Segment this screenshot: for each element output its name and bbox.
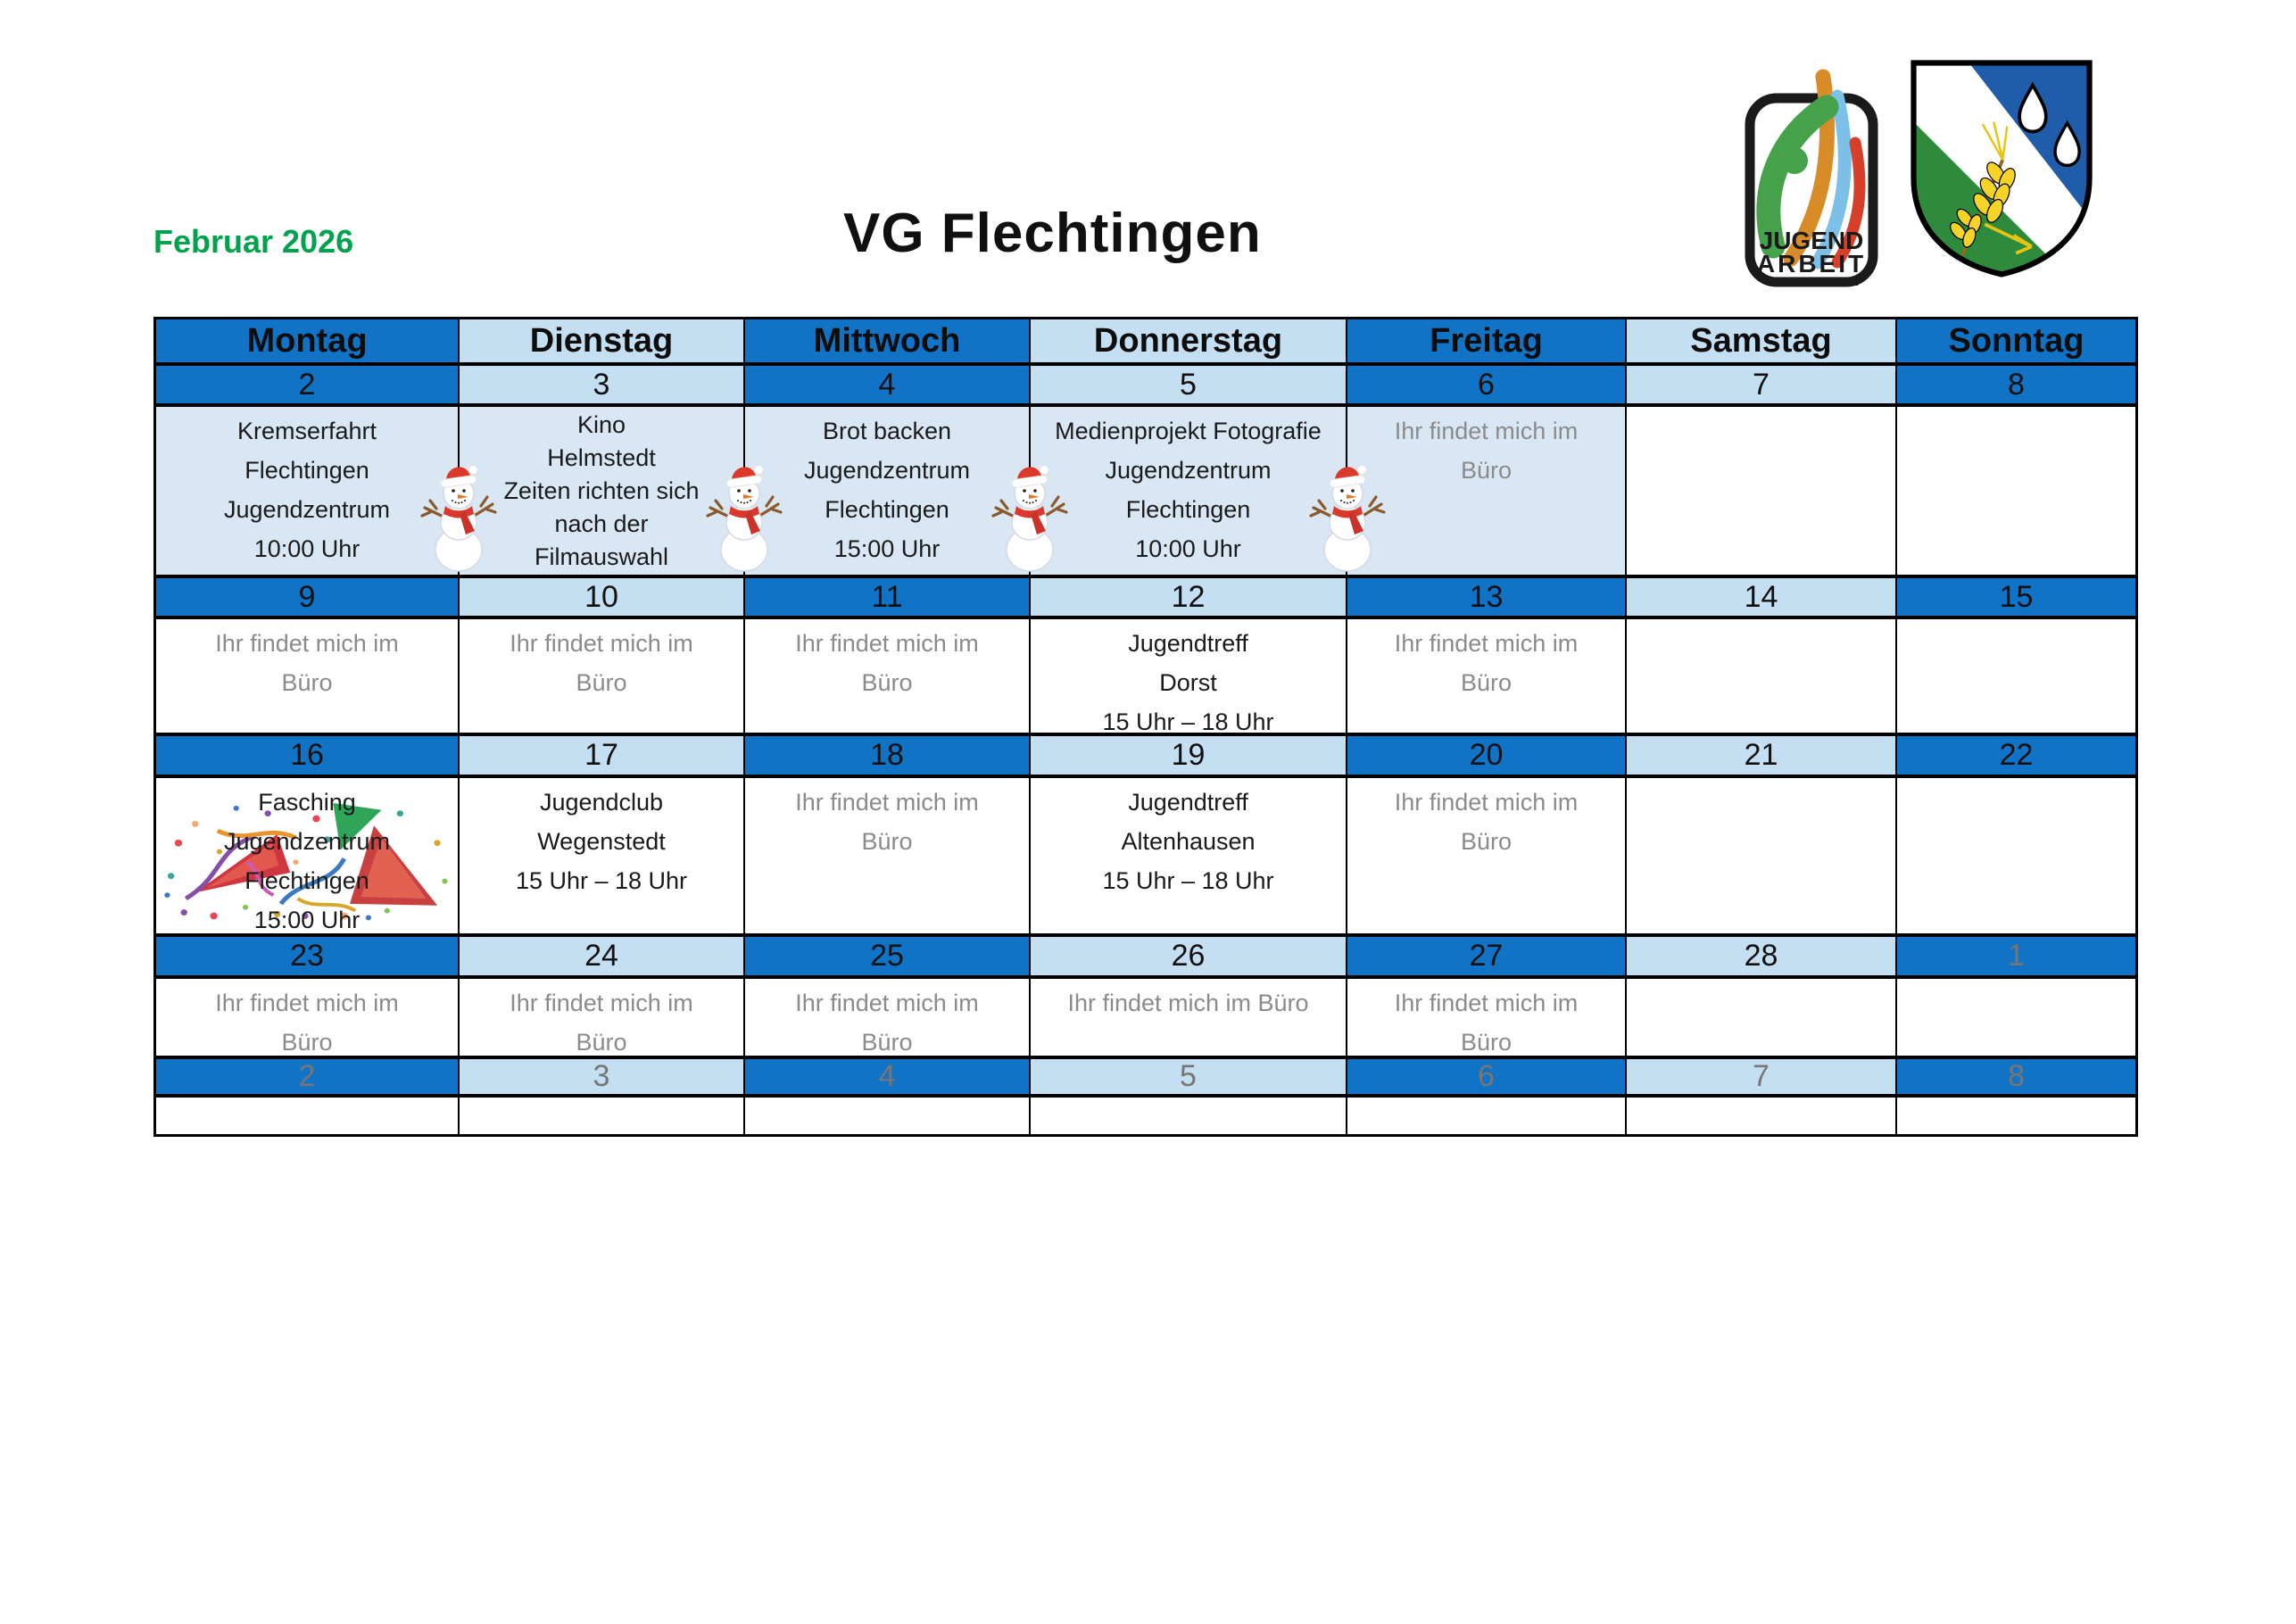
date-cell bbox=[156, 937, 458, 975]
text-line: Jugendzentrum bbox=[1105, 457, 1272, 484]
date-number: 18 bbox=[870, 738, 904, 772]
text-line: Medienprojekt Fotografie bbox=[1055, 418, 1322, 444]
date-number: 5 bbox=[1180, 367, 1197, 402]
event-cell bbox=[745, 778, 1029, 933]
date-number: 27 bbox=[1469, 939, 1504, 973]
empty-cell bbox=[745, 1098, 1029, 1134]
office-note bbox=[1031, 979, 1346, 1023]
event-text bbox=[460, 407, 743, 574]
date-number: 16 bbox=[290, 738, 324, 772]
event-cell bbox=[460, 619, 743, 733]
text-line: 10:00 Uhr bbox=[253, 535, 361, 562]
date-cell bbox=[1897, 937, 2135, 975]
date-number: 3 bbox=[593, 367, 610, 402]
empty-cell bbox=[1347, 1098, 1625, 1134]
text-line: 15 Uhr – 18 Uhr bbox=[1102, 708, 1274, 733]
date-cell bbox=[460, 1059, 743, 1094]
text-line: Ihr findet mich im Büro bbox=[1067, 990, 1309, 1016]
office-note bbox=[460, 979, 743, 1056]
event-cell bbox=[1347, 979, 1625, 1056]
empty-cell bbox=[1031, 1098, 1346, 1134]
date-cell bbox=[745, 1059, 1029, 1094]
text-line: Büro bbox=[861, 669, 913, 696]
office-note bbox=[1347, 778, 1625, 861]
date-number: 8 bbox=[2008, 367, 2025, 402]
date-cell bbox=[1627, 366, 1895, 403]
office-note bbox=[460, 619, 743, 702]
text-line: Büro bbox=[1460, 669, 1513, 696]
date-number: 4 bbox=[878, 1059, 896, 1093]
day-header-mittwoch bbox=[745, 319, 1029, 362]
date-number: 7 bbox=[1753, 367, 1770, 402]
text-line: 15 Uhr – 18 Uhr bbox=[515, 867, 688, 894]
event-cell bbox=[156, 778, 458, 933]
text-line: Ihr findet mich im bbox=[795, 990, 979, 1016]
date-cell bbox=[460, 937, 743, 975]
month-label: Februar 2026 bbox=[153, 223, 354, 260]
date-number: 5 bbox=[1180, 1059, 1197, 1093]
office-note bbox=[1347, 979, 1625, 1056]
text-line: Zeiten richten sich bbox=[503, 477, 700, 504]
date-cell bbox=[1627, 1059, 1895, 1094]
date-number: 2 bbox=[298, 367, 316, 402]
text-line: Filmauswahl bbox=[534, 543, 669, 570]
date-cell bbox=[1031, 366, 1346, 403]
date-number: 26 bbox=[1171, 939, 1206, 973]
date-number: 19 bbox=[1171, 738, 1206, 772]
date-cell bbox=[460, 366, 743, 403]
date-cell bbox=[156, 1059, 458, 1094]
empty-cell bbox=[1897, 1098, 2135, 1134]
date-number: 13 bbox=[1469, 579, 1504, 614]
date-number: 28 bbox=[1744, 939, 1778, 973]
event-text bbox=[1031, 619, 1346, 733]
date-cell bbox=[1897, 578, 2135, 616]
date-cell bbox=[460, 736, 743, 775]
logo-area bbox=[1745, 57, 2096, 287]
empty-cell bbox=[1627, 1098, 1895, 1134]
event-cell bbox=[745, 619, 1029, 733]
text-line: Altenhausen bbox=[1121, 828, 1256, 855]
text-line: 15:00 Uhr bbox=[253, 907, 361, 933]
event-text bbox=[1031, 407, 1346, 568]
date-cell bbox=[460, 578, 743, 616]
date-number: 6 bbox=[1478, 367, 1495, 402]
text-line: Jugendtreff bbox=[1128, 630, 1248, 657]
day-header-montag bbox=[156, 319, 458, 362]
day-header-label: Dienstag bbox=[529, 321, 674, 360]
date-number: 12 bbox=[1171, 579, 1206, 614]
figure-head bbox=[1781, 147, 1808, 174]
date-cell bbox=[1031, 937, 1346, 975]
empty-cell bbox=[1897, 778, 2135, 933]
event-cell bbox=[460, 407, 743, 575]
day-header-label: Mittwoch bbox=[813, 321, 961, 360]
date-number: 21 bbox=[1744, 738, 1778, 772]
date-cell bbox=[1031, 578, 1346, 616]
date-cell bbox=[1627, 578, 1895, 616]
date-cell bbox=[1031, 1059, 1346, 1094]
event-cell bbox=[156, 619, 458, 733]
date-cell bbox=[1897, 736, 2135, 775]
event-text bbox=[745, 407, 1029, 568]
text-line: Ihr findet mich im bbox=[1394, 418, 1579, 444]
event-cell bbox=[460, 778, 743, 933]
page-title: VG Flechtingen bbox=[843, 203, 1262, 264]
date-cell bbox=[156, 366, 458, 403]
date-number: 6 bbox=[1478, 1059, 1495, 1093]
text-line: Ihr findet mich im bbox=[215, 630, 399, 657]
date-number: 17 bbox=[584, 738, 618, 772]
text-line: Büro bbox=[576, 669, 627, 696]
day-header-freitag bbox=[1347, 319, 1625, 362]
empty-cell bbox=[460, 1098, 743, 1134]
empty-cell bbox=[1627, 979, 1895, 1056]
text-line: Jugendtreff bbox=[1128, 789, 1248, 816]
office-note bbox=[745, 778, 1029, 861]
empty-cell bbox=[1897, 619, 2135, 733]
jugendarbeit-logo bbox=[1745, 57, 1878, 287]
logo-text-arbeit: ARBEIT bbox=[1756, 250, 1867, 278]
text-line: Büro bbox=[1460, 1029, 1513, 1056]
empty-cell bbox=[1897, 407, 2135, 575]
flechtingen-coat-of-arms bbox=[1907, 57, 2096, 280]
text-line: Jugendclub bbox=[539, 789, 664, 816]
date-number: 23 bbox=[290, 939, 324, 973]
date-number: 9 bbox=[298, 579, 316, 614]
text-line: Jugendzentrum bbox=[223, 828, 391, 855]
calendar-table bbox=[153, 317, 2138, 1137]
date-number: 20 bbox=[1469, 738, 1504, 772]
text-line: Helmstedt bbox=[547, 444, 656, 471]
date-cell bbox=[1627, 937, 1895, 975]
text-line: 15:00 Uhr bbox=[833, 535, 941, 562]
date-cell bbox=[156, 736, 458, 775]
date-number: 2 bbox=[298, 1059, 316, 1093]
day-header-samstag bbox=[1627, 319, 1895, 362]
text-line: Ihr findet mich im bbox=[510, 990, 693, 1016]
date-number: 1 bbox=[2008, 939, 2025, 973]
date-cell bbox=[1347, 736, 1625, 775]
date-number: 4 bbox=[878, 367, 896, 402]
date-number: 11 bbox=[871, 579, 903, 614]
date-cell bbox=[1347, 937, 1625, 975]
date-number: 7 bbox=[1753, 1059, 1770, 1093]
office-note bbox=[156, 619, 458, 702]
text-line: Kremserfahrt bbox=[236, 418, 377, 444]
date-number: 15 bbox=[1999, 579, 2034, 614]
text-line: Ihr findet mich im bbox=[1394, 630, 1579, 657]
text-line: Kino bbox=[576, 411, 626, 438]
text-line: Büro bbox=[281, 669, 333, 696]
date-cell bbox=[1897, 366, 2135, 403]
day-header-label: Samstag bbox=[1690, 321, 1832, 360]
day-header-label: Donnerstag bbox=[1093, 321, 1283, 360]
text-line: 15 Uhr – 18 Uhr bbox=[1102, 867, 1274, 894]
text-line: Ihr findet mich im bbox=[1394, 990, 1579, 1016]
text-line: Flechtingen bbox=[1125, 496, 1251, 523]
empty-cell bbox=[1897, 979, 2135, 1056]
text-line: Flechtingen bbox=[245, 457, 369, 484]
text-line: Fasching bbox=[258, 789, 356, 816]
date-cell bbox=[745, 578, 1029, 616]
text-line: Ihr findet mich im bbox=[1394, 789, 1579, 816]
event-cell bbox=[1347, 619, 1625, 733]
event-cell bbox=[745, 407, 1029, 575]
date-cell bbox=[1627, 736, 1895, 775]
event-cell bbox=[1347, 407, 1625, 575]
event-text bbox=[156, 778, 458, 933]
text-line: Büro bbox=[1460, 457, 1513, 484]
date-number: 24 bbox=[584, 939, 618, 973]
date-number: 3 bbox=[593, 1059, 610, 1093]
text-line: Wegenstedt bbox=[537, 828, 666, 855]
date-cell bbox=[745, 736, 1029, 775]
text-line: Jugendzentrum bbox=[803, 457, 971, 484]
empty-cell bbox=[1627, 778, 1895, 933]
text-line: Büro bbox=[1460, 828, 1513, 855]
date-cell bbox=[156, 578, 458, 616]
event-text bbox=[460, 778, 743, 900]
text-line: Büro bbox=[281, 1029, 333, 1056]
date-cell bbox=[745, 366, 1029, 403]
date-cell bbox=[1347, 578, 1625, 616]
day-header-dienstag bbox=[460, 319, 743, 362]
text-line: Ihr findet mich im bbox=[215, 990, 399, 1016]
day-header-label: Montag bbox=[246, 321, 368, 360]
text-line: Büro bbox=[861, 828, 913, 855]
text-line: Flechtingen bbox=[245, 867, 369, 894]
text-line: Büro bbox=[576, 1029, 627, 1056]
office-note bbox=[1347, 619, 1625, 702]
date-number: 22 bbox=[1999, 738, 2034, 772]
text-line: nach der bbox=[554, 510, 649, 537]
event-cell bbox=[460, 979, 743, 1056]
logo-text-vg: VG FLECHTINGEN bbox=[1763, 276, 1860, 287]
date-cell bbox=[745, 937, 1029, 975]
event-cell bbox=[1031, 979, 1346, 1056]
logo-text-jugend: JUGEND bbox=[1759, 227, 1864, 254]
text-line: 10:00 Uhr bbox=[1135, 535, 1241, 562]
day-header-label: Freitag bbox=[1430, 321, 1543, 360]
date-number: 14 bbox=[1744, 579, 1778, 614]
event-cell bbox=[156, 979, 458, 1056]
office-note bbox=[745, 619, 1029, 702]
text-line: Flechtingen bbox=[825, 496, 949, 523]
calendar-wrap bbox=[153, 317, 2138, 1137]
text-line: Dorst bbox=[1159, 669, 1217, 696]
event-cell bbox=[745, 979, 1029, 1056]
text-line: Ihr findet mich im bbox=[795, 630, 979, 657]
date-number: 8 bbox=[2008, 1059, 2025, 1093]
event-cell bbox=[1031, 778, 1346, 933]
text-line: Jugendzentrum bbox=[223, 496, 391, 523]
text-line: Ihr findet mich im bbox=[510, 630, 693, 657]
event-text bbox=[156, 407, 458, 568]
date-number: 25 bbox=[870, 939, 904, 973]
date-cell bbox=[1897, 1059, 2135, 1094]
empty-cell bbox=[1627, 619, 1895, 733]
date-cell bbox=[1347, 1059, 1625, 1094]
day-header-sonntag bbox=[1897, 319, 2135, 362]
empty-cell bbox=[156, 1098, 458, 1134]
text-line: Büro bbox=[861, 1029, 913, 1056]
day-header-label: Sonntag bbox=[1948, 321, 2085, 360]
date-cell bbox=[1031, 736, 1346, 775]
office-note bbox=[745, 979, 1029, 1056]
date-number: 10 bbox=[584, 579, 618, 614]
event-cell bbox=[156, 407, 458, 575]
event-cell bbox=[1347, 778, 1625, 933]
event-text bbox=[1031, 778, 1346, 900]
day-header-donnerstag bbox=[1031, 319, 1346, 362]
office-note bbox=[156, 979, 458, 1056]
empty-cell bbox=[1627, 407, 1895, 575]
office-note bbox=[1347, 407, 1625, 490]
event-cell bbox=[1031, 407, 1346, 575]
date-cell bbox=[1347, 366, 1625, 403]
event-cell bbox=[1031, 619, 1346, 733]
text-line: Brot backen bbox=[822, 418, 952, 444]
text-line: Ihr findet mich im bbox=[795, 789, 979, 816]
